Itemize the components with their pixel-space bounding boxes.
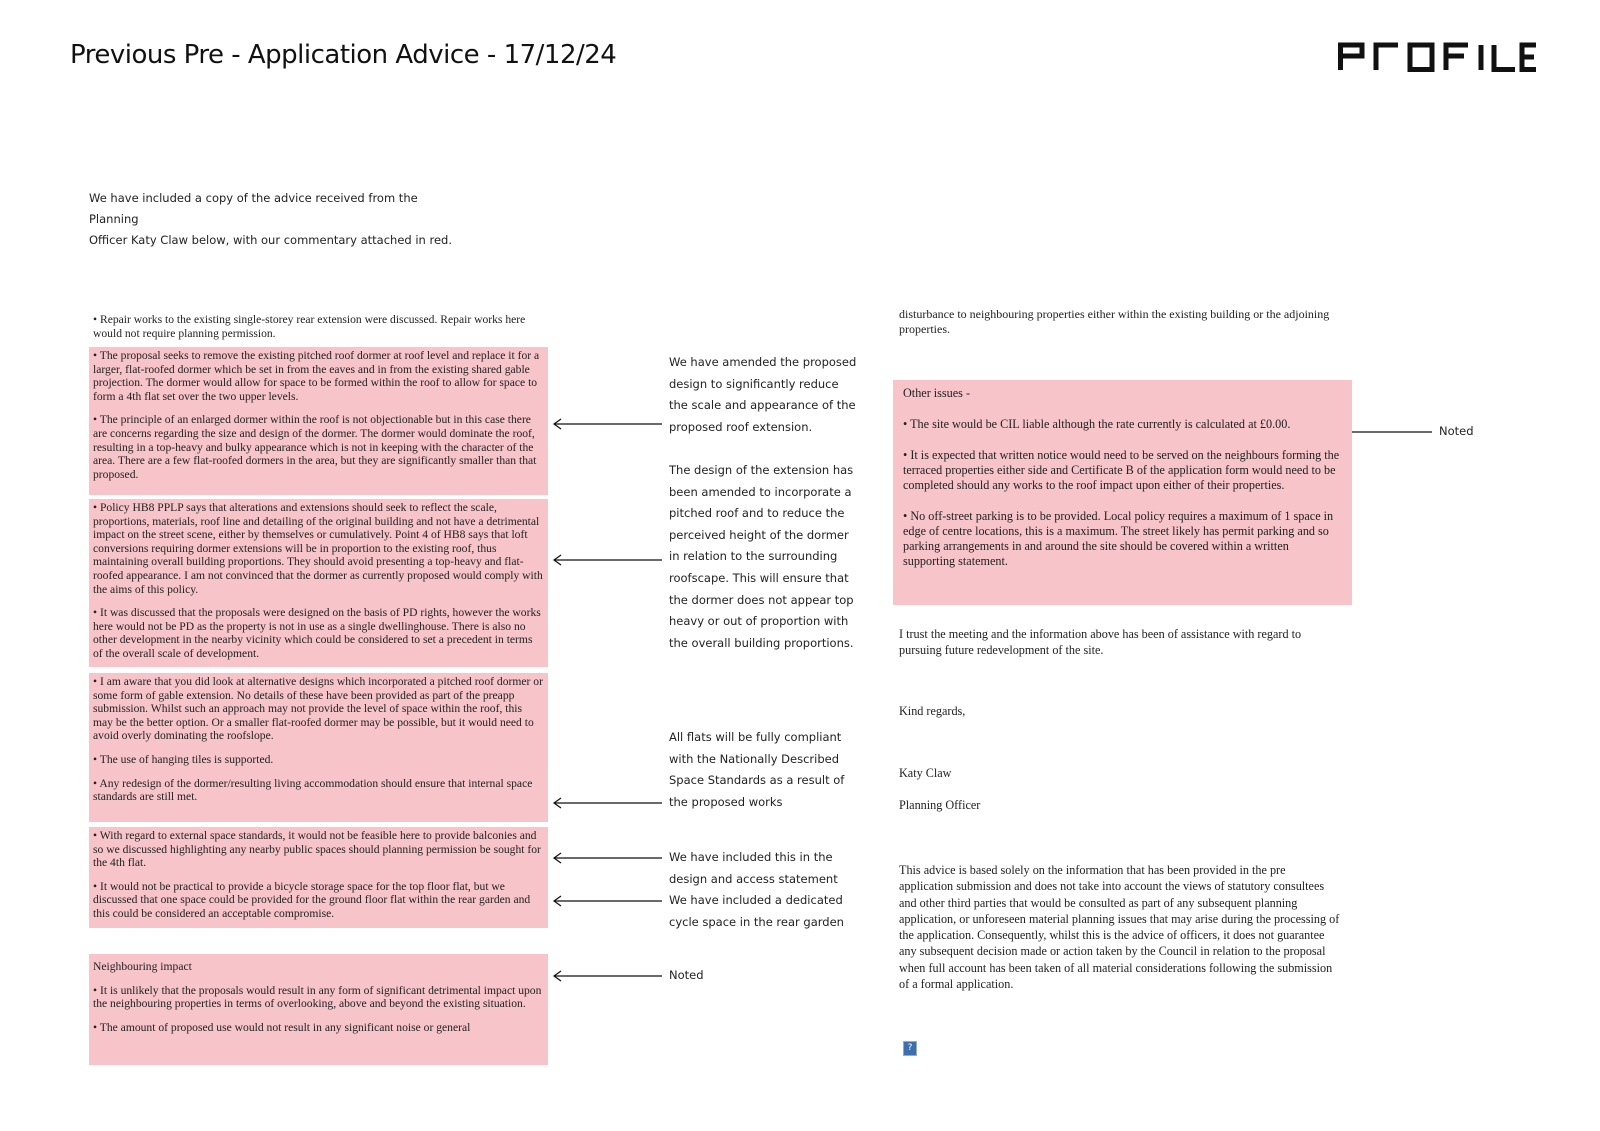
officer-name: Katy Claw [899, 766, 952, 780]
commentary-note: Noted [1439, 424, 1474, 438]
advice-block-alternatives [89, 673, 548, 822]
advice-paragraph: • With regard to external space standards, it would not be feasible here to provide balconies and so we discussed highlighting any nearby public spaces should planning permission be sought for the 4th flat. [93, 829, 541, 870]
intro-text [89, 188, 469, 251]
advice-paragraph: • It was discussed that the proposals were designed on the basis of PD rights, however the works here would not be PD as the property is not in use as a single dwellinghouse. There is also no other development in the nearby vicinity which could be considered to set a precedent in terms of the overall scale of development. [93, 606, 541, 660]
advice-paragraph: • The site would be CIL liable although the rate currently is calculated at £0.00. [903, 417, 1291, 431]
arrow-left-icon [552, 852, 662, 864]
intro-line-1: We have included a copy of the advice received from the Planning [89, 191, 418, 226]
advice-block-policy [89, 499, 548, 667]
arrow-left-icon [552, 970, 662, 982]
arrow-left-icon [552, 895, 662, 907]
advice-paragraph: • I am aware that you did look at alternative designs which incorporated a pitched roof dormer or some form of gable extension. No details of these have been provided as part of the preapp submission. Whilst such an approach may not provide the level of space within the roof, this may be the better option. Or a smaller flat-roofed dormer may be possible, but it would need to avoid overly dominating the roofslope. [93, 675, 543, 743]
commentary-note: Noted [669, 968, 704, 982]
advice-paragraph: • Repair works to the existing single-storey rear extension were discussed. Repair works here would not require planning permission. [93, 313, 526, 340]
advice-paragraph: • The use of hanging tiles is supported. [93, 752, 274, 766]
advice-continuation [893, 305, 1352, 339]
commentary-note: The design of the extension has been amended to incorporate a pitched roof and to reduce the perceived height of the dormer in relation to the surrounding roofscape. This will ensure that the dormer does not appear top heavy or out of proportion with the overall building proportions. [669, 463, 854, 650]
advice-block-other-issues [893, 380, 1352, 605]
disclaimer [893, 860, 1352, 994]
commentary-note: We have amended the proposed design to significantly reduce the scale and appearance of the proposed roof extension. [669, 355, 857, 434]
advice-block-neighbouring [89, 954, 548, 1065]
disclaimer-text: This advice is based solely on the information that has been provided in the pre application submission and does not take into account the views of statutory consultees and other third parties that would be consulted as part of any subsequent planning application, or unforeseen material planning issues that may arise during the processing of the application. Consequently, whilst this is the advice of officers, it does not guarantee any subsequent decision made or action taken by the Council in relation to the proposal when full account has been taken of all material considerations following the submission of a formal application. [899, 863, 1340, 992]
officer-role: Planning Officer [899, 798, 981, 812]
help-icon[interactable]: ? [903, 1041, 917, 1056]
section-heading: Neighbouring impact [93, 960, 192, 973]
advice-block-repair [89, 311, 548, 342]
advice-paragraph: • It is expected that written notice would need to be served on the neighbours forming the terraced properties either side and Certificate B of the application form would need to be completed should any works to the roof impact upon either of their properties. [903, 448, 1340, 492]
advice-paragraph: I trust the meeting and the information above has been of assistance with regard to pursuing future redevelopment of the site. [899, 627, 1302, 657]
page-title: Previous Pre - Application Advice - 17/12/24 [70, 40, 617, 70]
advice-block-dormer [89, 347, 548, 495]
commentary-note: We have included a dedicated cycle space in the rear garden [669, 893, 844, 929]
intro-line-2: Officer Katy Claw below, with our commentary attached in red. [89, 233, 452, 247]
advice-block-space-standards [89, 827, 548, 928]
advice-paragraph: • It is unlikely that the proposals would result in any form of significant detrimental impact upon the neighbouring properties in terms of overlooking, above and beyond the existing situation. [93, 983, 542, 1011]
section-heading: Other issues - [903, 386, 971, 400]
advice-paragraph: • It would not be practical to provide a bicycle storage space for the top floor flat, but we discussed that one space could be provided for the ground floor flat within the rear garden and this could be considered an acceptable compromise. [93, 879, 531, 920]
commentary-note: All flats will be fully compliant with the Nationally Described Space Standards as a result of the proposed works [669, 730, 845, 809]
arrow-left-icon [552, 797, 662, 809]
advice-paragraph: • The proposal seeks to remove the existing pitched roof dormer at roof level and replace it for a larger, flat-roofed dormer which be set in from the eaves and in from the existing shared gable projection. The dormer would allow for space to be formed within the roof to allow for space to form a 4th flat set over the two upper levels. [93, 349, 540, 403]
arrow-left-icon [552, 554, 662, 566]
closing-paragraph [893, 624, 1352, 660]
profile-logo [1338, 42, 1538, 72]
commentary-note: We have included this in the design and access statement [669, 850, 838, 886]
advice-paragraph: • The principle of an enlarged dormer within the roof is not objectionable but in this case there are concerns regarding the size and design of the dormer. The dormer would dominate the roof, resulting in a top-heavy and bulky appearance which is not in keeping with the character of the area. There are a few flat-roofed dormers in the area, but they are significantly smaller than that proposed. [93, 413, 537, 481]
advice-paragraph: • Policy HB8 PPLP says that alterations and extensions should seek to reflect the scale, proportions, materials, roof line and detailing of the original building and not have a detrimental impact on the street scene, either by themselves or cumulatively. Point 4 of HB8 says that loft conversions requiring dormer extensions will be in proportion to the existing roof, thus maintaining overall building proportions. They should avoid presenting a top-heavy and flat-roofed appearance. I am not convinced that the dormer as currently proposed would comply with the aims of this policy. [93, 501, 543, 596]
advice-paragraph: disturbance to neighbouring properties either within the existing building or the adjoining properties. [899, 307, 1330, 336]
advice-paragraph: • Any redesign of the dormer/resulting living accommodation should ensure that internal space standards are still met. [93, 776, 533, 804]
arrow-left-icon [552, 418, 662, 430]
sign-off: Kind regards, [899, 704, 966, 718]
advice-paragraph: • No off-street parking is to be provided. Local policy requires a maximum of 1 space in edge of centre locations, this is a maximum. The street likely has permit parking and so parking arrangements in and around the site should be covered within a written supporting statement. [903, 509, 1334, 568]
advice-paragraph: • The amount of proposed use would not result in any significant noise or general [93, 1020, 471, 1034]
